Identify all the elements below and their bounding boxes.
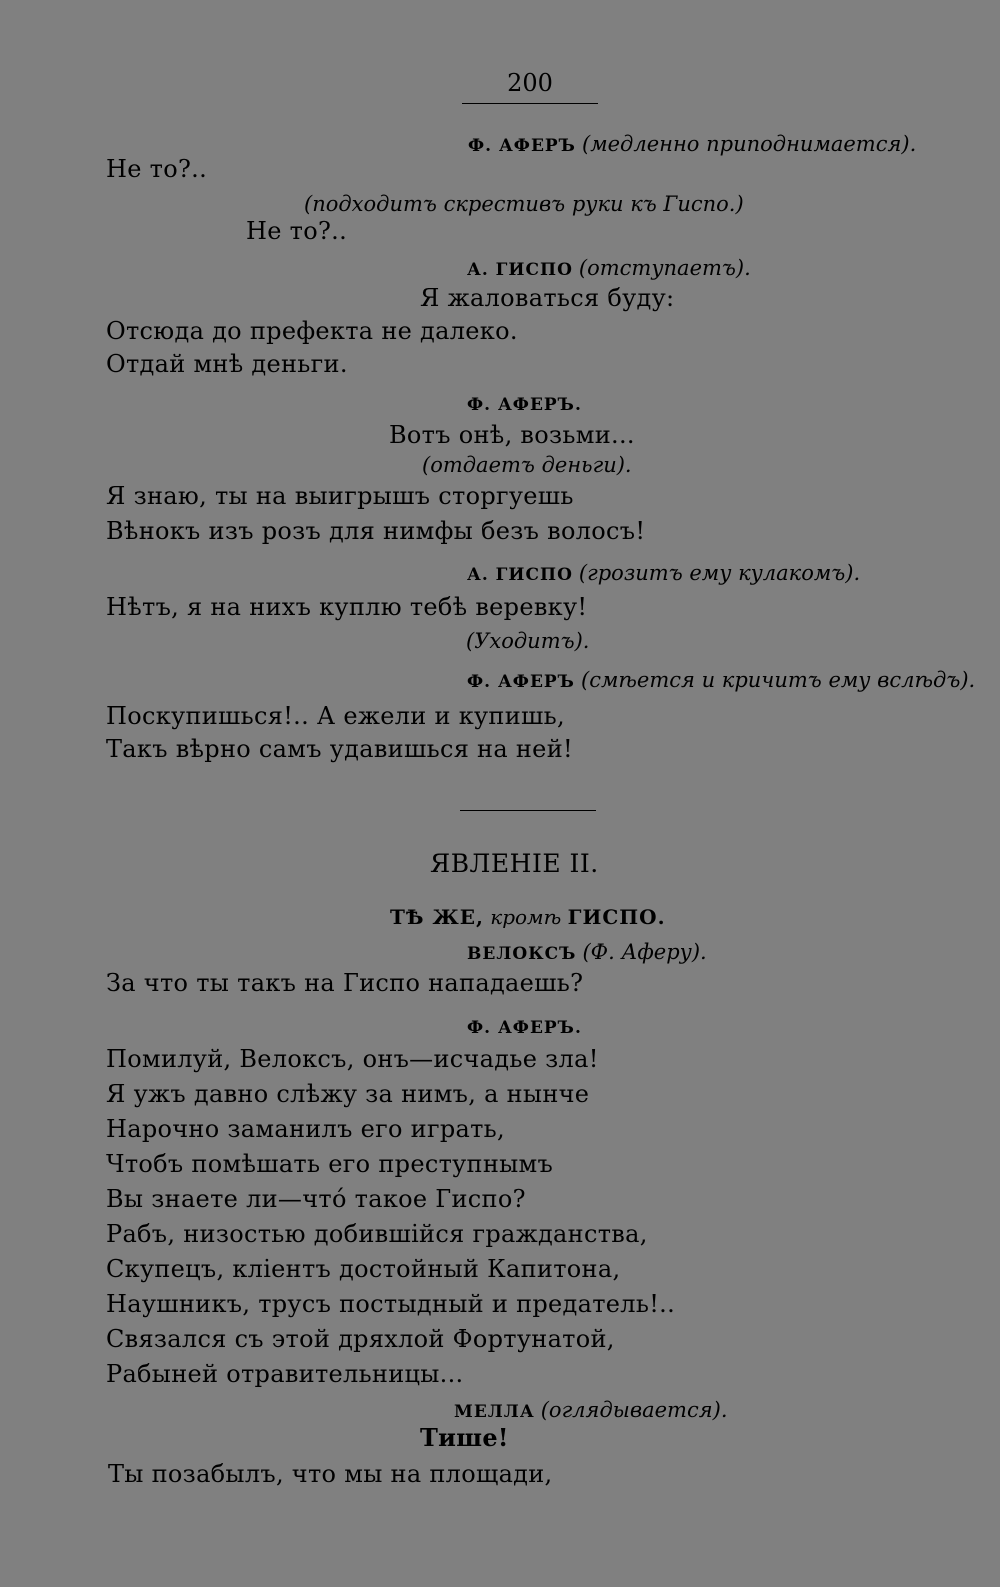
scene-divider [460,810,596,811]
verse-line: Вѣнокъ изъ розъ для нимфы безъ волосъ! [106,517,646,545]
cast-except: кромѣ [490,905,562,929]
verse-line: Отдай мнѣ деньги. [106,350,348,378]
scene-cast [390,903,666,931]
verse-line: За что ты такъ на Гиспо нападаешь? [106,969,584,997]
speaker-line [454,1396,728,1426]
cast-names: ТѢ ЖЕ, [390,905,484,929]
speaker-line [467,559,860,589]
verse-line: Связался съ этой дряхлой Фортунатой, [106,1325,615,1353]
verse-line: Чтобъ помѣшать его преступнымъ [106,1150,554,1178]
verse-line: Я жаловаться буду: [420,284,675,312]
verse-line: Такъ вѣрно самъ удавишься на ней! [106,735,573,763]
verse-line: Я ужъ давно слѣжу за нимъ, а нынче [106,1080,590,1108]
speaker-line [467,390,582,419]
speaker-name: А. ГИСПО [467,260,573,280]
header-rule [462,103,598,104]
verse-line: Рабъ, низостью добившiйся гражданства, [106,1220,648,1248]
verse-line: Ты позабылъ, что мы на площади, [108,1460,553,1488]
cast-excluded: ГИСПО. [567,905,666,929]
verse-line: Поскупишься!.. А ежели и купишь, [106,702,565,730]
speaker-name: МЕЛЛА [454,1402,535,1422]
page-number: 200 [507,69,553,97]
stage-direction: (медленно приподнимается). [582,132,917,156]
verse-line: Не то?.. [246,217,348,245]
verse-line: Я знаю, ты на выигрышъ сторгуешь [106,482,574,510]
stage-direction: (грозитъ ему кулакомъ). [578,561,861,585]
speaker-name: Ф. АФЕРЪ [467,672,575,692]
speaker-name: Ф. АФЕРЪ. [467,1018,582,1038]
stage-direction: (отступаетъ). [578,256,751,280]
verse-line: Вы знаете ли—что́ такое Гиспо? [106,1185,526,1213]
verse-line: Скупецъ, клiентъ достойный Капитона, [106,1255,621,1283]
verse-line: Нарочно заманилъ его играть, [106,1115,505,1143]
scene-title: ЯВЛЕНIЕ II. [430,849,599,878]
stage-direction: (Уходитъ). [466,629,590,653]
speaker-name: Ф. АФЕРЪ. [467,395,582,415]
speaker-name: Ф. АФЕРЪ [468,136,576,156]
speaker-line [467,1013,582,1042]
speaker-line [467,938,707,968]
verse-line: Вотъ онѣ, возьми... [389,421,635,449]
stage-direction: (Ф. Аферу). [582,940,707,964]
speaker-line [467,666,975,696]
stage-direction: (смѣется и кричитъ ему вслѣдъ). [581,668,976,692]
stage-direction: (оглядывается). [540,1398,728,1422]
verse-line: Тише! [420,1423,509,1452]
speaker-line [467,254,751,284]
verse-line: Рабыней отравительницы... [106,1360,464,1388]
speaker-name: ВЕЛОКСЪ [467,944,577,964]
verse-line: Помилуй, Велоксъ, онъ—исчадье зла! [106,1045,599,1073]
verse-line: Нѣтъ, я на нихъ куплю тебѣ веревку! [106,593,588,621]
speaker-line [468,130,916,160]
speaker-name: А. ГИСПО [467,565,573,585]
stage-direction: (подходитъ скрестивъ руки къ Гиспо.) [304,192,744,216]
stage-direction: (отдаетъ деньги). [422,453,632,477]
verse-line: Не то?.. [106,155,208,183]
verse-line: Наушникъ, трусъ постыдный и предатель!.. [106,1290,676,1318]
verse-line: Отсюда до префекта не далеко. [106,317,518,345]
